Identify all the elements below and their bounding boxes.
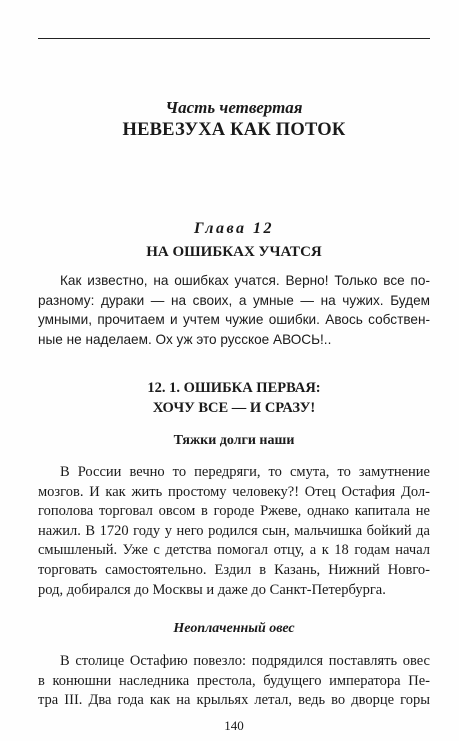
- body-paragraph: [38, 463, 430, 600]
- part-label: Часть четвертая: [165, 98, 303, 117]
- page-number: 140: [224, 718, 244, 733]
- text-line: разному: дураки — на своих, а умные — на чужих. Будем: [38, 292, 430, 308]
- text-line: в конюшни наследника престола, будущего императора Пе-: [38, 672, 430, 689]
- part-title: НЕВЕЗУХА КАК ПОТОК: [122, 120, 346, 140]
- text-line: торговать самостоятельно. Ездил в Казань, Нижний Новго-: [38, 561, 430, 578]
- text-line: умными, прочитаем и учтем чужие ошибки. Авось собствен-: [38, 312, 430, 328]
- text-line: мозгов. И как жить простому человеку?! Отец Остафия Дол-: [38, 483, 430, 500]
- text-line: В столице Остафию повезло: подрядился поставлять овес: [60, 653, 430, 669]
- section-title-line2: ХОЧУ ВСЕ — И СРАЗУ!: [152, 400, 316, 416]
- subsection-title: Тяжки долги наши: [173, 433, 295, 448]
- text-line: Как известно, на ошибках учатся. Верно! Только все по-: [60, 273, 430, 288]
- section-title-line1: 12. 1. ОШИБКА ПЕРВАЯ:: [147, 380, 321, 396]
- chapter-label: Глава 12: [193, 220, 275, 237]
- text-line: гополова торговал овсом в городе Ржеве, однако капитала не: [38, 503, 430, 520]
- chapter-title: НА ОШИБКАХ УЧАТСЯ: [146, 244, 322, 260]
- text-line: нажил. В 1720 году у него родился сын, мальчишка бойкий да: [38, 522, 430, 539]
- text-line: В России вечно то передряги, то смута, то замутнение: [60, 464, 430, 480]
- subsection-title: Неоплаченный овес: [173, 621, 295, 636]
- text-line: род, добирался до Москвы и даже до Санкт-Петербурга.: [38, 581, 386, 598]
- text-line: тра III. Два года как на крыльях летал, ведь во дворце горы: [38, 692, 430, 709]
- header-rule: [38, 38, 430, 39]
- intro-paragraph: [38, 271, 430, 349]
- text-line: ные не наделаем. Ох уж это русское АВОСЬ!..: [38, 331, 332, 347]
- body-paragraph: [38, 652, 430, 711]
- text-line: смышленый. Уже с детства помогал отцу, а к 18 годам начал: [38, 542, 430, 559]
- section-title: [38, 378, 430, 418]
